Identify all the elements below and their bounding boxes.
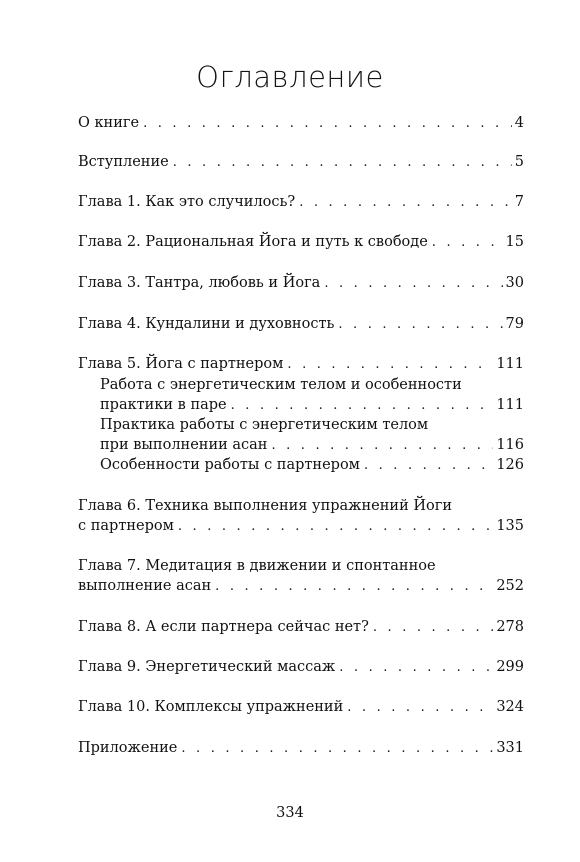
toc-entry: [78, 315, 524, 335]
toc-entry: [78, 658, 524, 678]
toc-entry: [78, 355, 524, 375]
toc-entry: [78, 153, 524, 173]
dot-leader: [178, 517, 493, 536]
toc-entry-page: 299: [496, 659, 524, 675]
toc-entry-title: Глава 8. А если партнера сейчас нет?: [78, 619, 369, 635]
toc-subentry: [78, 376, 524, 416]
page-title: Оглавление: [196, 60, 384, 94]
toc-entry-page: 15: [505, 234, 524, 250]
dot-leader: [173, 153, 512, 172]
toc-entry: [78, 698, 524, 718]
toc-entry-page: 278: [496, 619, 524, 635]
dot-leader: [181, 739, 493, 758]
toc-entry-title: Глава 2. Рациональная Йога и путь к свободе: [78, 234, 428, 250]
toc-entry-title: Особенности работы с партнером: [100, 457, 360, 473]
toc-entry-page: 331: [496, 740, 524, 756]
dot-leader: [231, 396, 494, 415]
dot-leader: [364, 456, 493, 475]
toc-entry-title: Глава 10. Комплексы упражнений: [78, 699, 344, 715]
toc-entry-page: 4: [514, 115, 524, 131]
page-number: 334: [276, 805, 304, 821]
toc-entry-title-line: выполнение асан: [78, 578, 212, 594]
toc-entry: [78, 193, 524, 213]
dot-leader: [339, 658, 493, 677]
dot-leader: [324, 274, 502, 293]
dot-leader: [299, 193, 512, 212]
toc-entry: [78, 618, 524, 638]
toc-entry-page: 111: [496, 397, 524, 413]
toc-entry: [78, 114, 524, 134]
dot-leader: [215, 577, 493, 596]
toc-entry-page: 126: [496, 457, 524, 473]
toc-entry-title-line: при выполнении асан: [100, 437, 268, 453]
toc-entry-title-line: Работа с энергетическим телом и особенности: [100, 377, 462, 393]
dot-leader: [287, 355, 493, 374]
toc-entry: [78, 274, 524, 294]
toc-entry-page: 111: [496, 356, 524, 372]
toc-entry-title: Вступление: [78, 154, 169, 170]
toc-entry-title-line: практики в паре: [100, 397, 227, 413]
dot-leader: [143, 114, 512, 133]
toc-entry: [78, 233, 524, 253]
dot-leader: [347, 698, 493, 717]
toc-entry-title-line: Глава 6. Техника выполнения упражнений Йоги: [78, 498, 452, 514]
toc-entry: [78, 557, 524, 597]
toc-entry-page: 79: [505, 316, 524, 332]
toc-entry: [78, 497, 524, 537]
toc-entry-title-line: Глава 7. Медитация в движении и спонтанное: [78, 558, 436, 574]
toc-entry-title: Глава 3. Тантра, любовь и Йога: [78, 275, 321, 291]
toc-entry-page: 135: [496, 518, 524, 534]
toc-entry-page: 30: [505, 275, 524, 291]
toc-entry: [78, 739, 524, 759]
toc-entry-page: 324: [496, 699, 524, 715]
toc-entry-title: Глава 4. Кундалини и духовность: [78, 316, 335, 332]
toc-entry-title: О книге: [78, 115, 140, 131]
toc-entry-title-line: Практика работы с энергетическим телом: [100, 417, 429, 433]
toc-entry-page: 5: [514, 154, 524, 170]
toc-subentry: [78, 416, 524, 456]
toc-entry-title: Глава 5. Йога с партнером: [78, 356, 284, 372]
toc-entry-title: Приложение: [78, 740, 178, 756]
toc-subentry: [78, 456, 524, 476]
toc-entry-page: 252: [496, 578, 524, 594]
toc-entry-page: 7: [514, 194, 524, 210]
dot-leader: [432, 233, 503, 252]
toc-entry-title: Глава 9. Энергетический массаж: [78, 659, 336, 675]
toc-entry-title-line: с партнером: [78, 518, 174, 534]
dot-leader: [373, 618, 493, 637]
toc-entry-title: Глава 1. Как это случилось?: [78, 194, 296, 210]
dot-leader: [271, 436, 493, 455]
dot-leader: [338, 315, 502, 334]
toc-entry-page: 116: [496, 437, 524, 453]
